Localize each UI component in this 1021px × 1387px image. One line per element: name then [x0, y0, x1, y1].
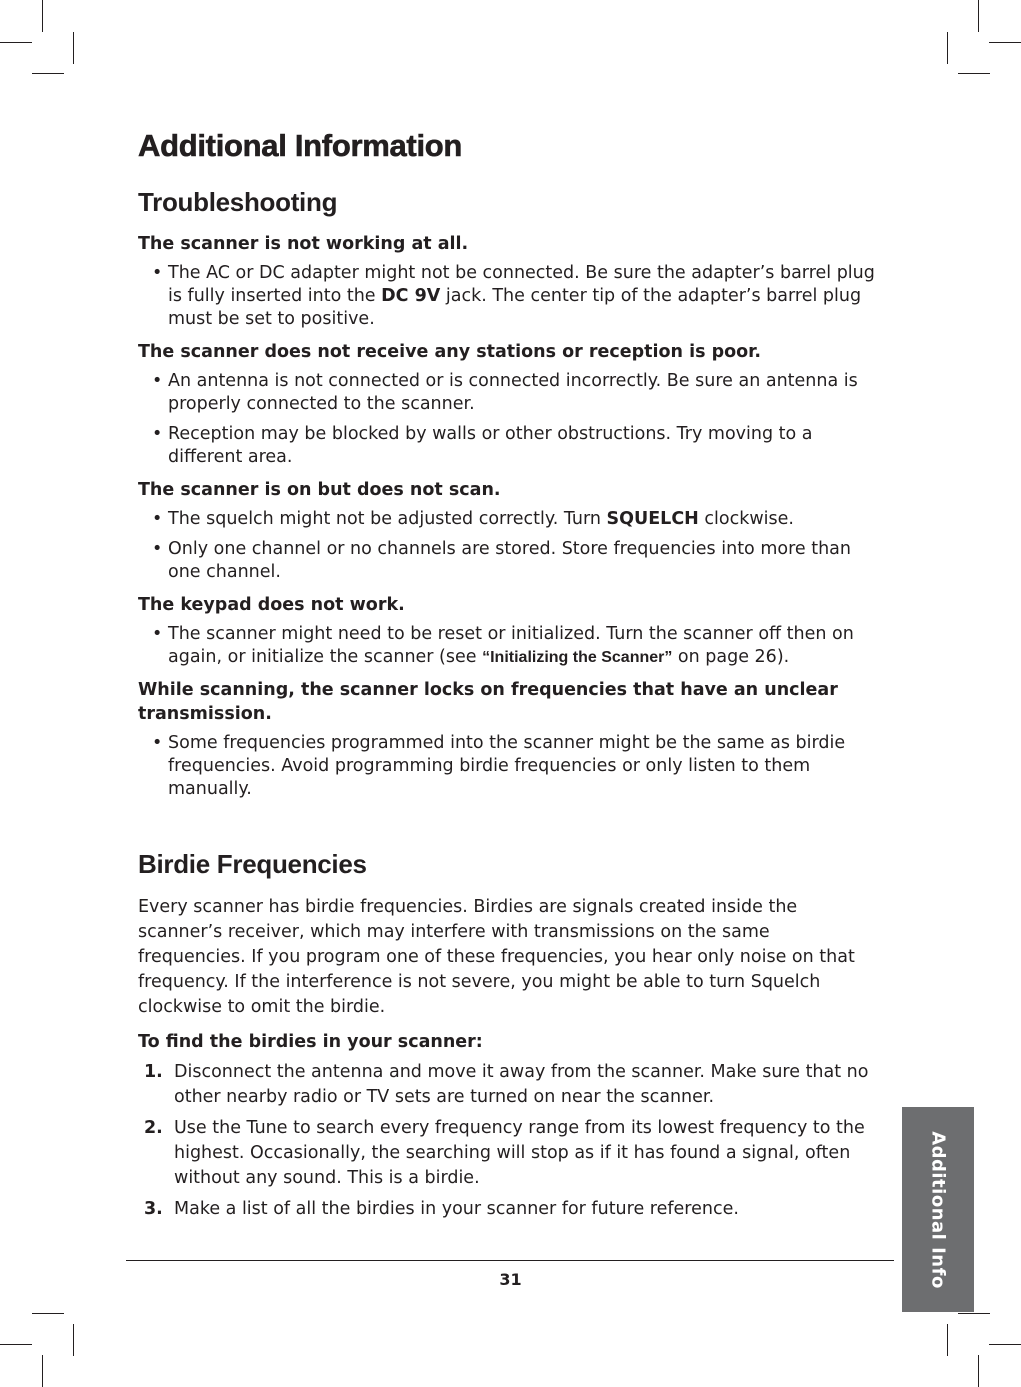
bullet-item: • An antenna is not connected or is connected incorrectly. Be sure an antenna is properly connected to the scanner. — [138, 370, 878, 416]
crop-mark — [32, 1313, 64, 1314]
steps-heading: To find the birdies in your scanner: — [138, 1032, 483, 1052]
side-tab-label: Additional Info — [927, 1130, 949, 1289]
key-label: DC 9V — [381, 286, 441, 306]
crop-mark — [958, 1313, 990, 1314]
issue — [138, 232, 878, 331]
issue-title: The scanner is on but does not scan. — [138, 480, 501, 500]
step-item — [138, 1116, 878, 1191]
key-label: SQUELCH — [606, 509, 699, 529]
footer-rule — [126, 1260, 894, 1261]
issue-title: The scanner does not receive any stations or reception is poor. — [138, 342, 761, 362]
crop-mark — [42, 1355, 43, 1387]
bullet-text: The AC or DC adapter might not be connected. Be sure the adapter’s barrel plug is fully inserted into the — [168, 263, 875, 306]
issue-title: While scanning, the scanner locks on frequencies that have an unclear transmission. — [138, 680, 838, 724]
page-title: Additional Information — [138, 128, 463, 163]
crop-mark — [978, 0, 979, 32]
crop-mark — [947, 32, 948, 64]
issue — [138, 678, 878, 801]
bullet-item — [138, 262, 878, 331]
issue-title: The scanner is not working at all. — [138, 234, 469, 254]
crop-mark — [73, 1324, 74, 1356]
step-number: 1. — [144, 1062, 163, 1082]
bullet-text: The squelch might not be adjusted correctly. Turn — [168, 509, 607, 529]
crop-mark — [42, 0, 43, 32]
section-side-tab — [902, 1107, 974, 1312]
step-text: Use the Tune to search every frequency range from its lowest frequency to the highest. Occasionally, the searching will stop as if it has found a signal, often without any sound. This is a birdie. — [174, 1118, 865, 1188]
issue-title: The keypad does not work. — [138, 595, 405, 615]
bullet-item: • Only one channel or no channels are stored. Store frequencies into more than one channel. — [138, 538, 878, 584]
bullet-text: on page 26). — [672, 647, 790, 667]
crop-mark — [0, 42, 32, 43]
bullet-item: • Some frequencies programmed into the scanner might be the same as birdie frequencies. Avoid programming birdie frequencies or only listen to them manually. — [138, 732, 878, 801]
bullet-item: • Reception may be blocked by walls or other obstructions. Try moving to a different area. — [138, 423, 878, 469]
crop-mark — [947, 1324, 948, 1356]
crop-mark — [73, 32, 74, 64]
step-item — [138, 1060, 878, 1110]
bullet-text: clockwise. — [698, 509, 794, 529]
step-item — [138, 1197, 878, 1222]
bullet-item — [138, 623, 878, 669]
troubleshooting-list — [138, 232, 878, 810]
birdie-section — [138, 895, 878, 1228]
step-text: Disconnect the antenna and move it away from the scanner. Make sure that no other nearby radio or TV sets are turned on near the scanner. — [174, 1062, 869, 1107]
troubleshooting-heading: Troubleshooting — [138, 187, 338, 217]
bullet-text: The scanner might need to be reset or initialized. Turn the scanner off then on again, or initialize the scanner (see — [168, 624, 854, 667]
crop-mark — [32, 73, 64, 74]
crop-mark — [989, 1344, 1021, 1345]
issue — [138, 340, 878, 469]
birdie-intro: Every scanner has birdie frequencies. Birdies are signals created inside the scanner’s receiver, which may interfere with transmissions on the same frequencies. If you program one of these frequencies, you hear only noise on that frequency. If the interference is not severe, you might be able to turn Squelch clockwise to omit the birdie. — [138, 897, 855, 1017]
issue — [138, 478, 878, 584]
page-number: 31 — [499, 1270, 522, 1289]
birdie-heading: Birdie Frequencies — [138, 849, 367, 879]
crop-mark — [958, 73, 990, 74]
step-text: Make a list of all the birdies in your scanner for future reference. — [174, 1199, 739, 1219]
crop-mark — [989, 42, 1021, 43]
step-number: 3. — [144, 1199, 163, 1219]
step-number: 2. — [144, 1118, 163, 1138]
cross-reference-link[interactable]: “Initializing the Scanner” — [482, 649, 673, 666]
crop-mark — [0, 1344, 32, 1345]
bullet-item — [138, 508, 878, 531]
issue — [138, 593, 878, 669]
bullet-text: jack. The center tip of the adapter’s barrel plug must be set to positive. — [168, 286, 862, 329]
crop-mark — [978, 1355, 979, 1387]
